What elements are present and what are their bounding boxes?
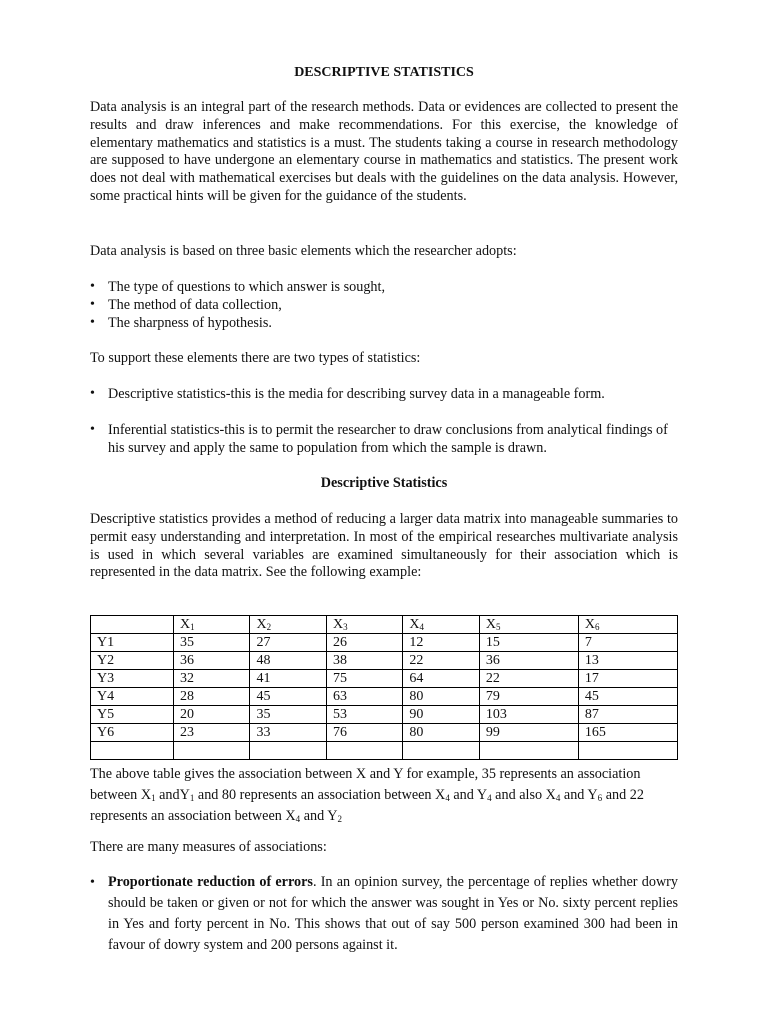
- table-cell: 90: [403, 706, 479, 724]
- table-cell: 28: [174, 688, 250, 706]
- page-title: DESCRIPTIVE STATISTICS: [294, 65, 474, 80]
- table-explanation: The above table gives the association between X and Y for example, 35 represents an association between $X_1$ andY$_1$ and 80 represents an association between $X_4$ and $Y_4$ and also $X_4$ and $Y_6$ and 22 represents an association between $X_4$ and $Y_2$: [90, 766, 644, 824]
- table-row: [91, 706, 678, 724]
- descriptive-paragraph: Descriptive statistics provides a method of reducing a larger data matrix into manageable summaries to permit easy understanding and interpretation. In most of the empirical researches multivariate analysis is used in which several variables are examined simultaneously for their association which is represented in the data matrix. See the following example:: [90, 511, 678, 581]
- table-empty-row: [91, 742, 678, 760]
- row-label: Y6: [91, 724, 174, 742]
- list-item: • The sharpness of hypothesis.: [90, 315, 272, 331]
- column-header: $X_4$: [403, 616, 479, 634]
- table-cell: 80: [403, 724, 479, 742]
- table-cell: 23: [174, 724, 250, 742]
- table-cell: 79: [479, 688, 578, 706]
- table-cell: 76: [326, 724, 402, 742]
- table-cell: 33: [250, 724, 326, 742]
- table-cell: 32: [174, 670, 250, 688]
- table-cell: 22: [403, 652, 479, 670]
- table-cell: 12: [403, 634, 479, 652]
- table-cell: 63: [326, 688, 402, 706]
- table-cell: 36: [479, 652, 578, 670]
- row-label: Y5: [91, 706, 174, 724]
- bullet-icon: •: [90, 386, 95, 401]
- column-header: $X_3$: [326, 616, 402, 634]
- column-header: $X_5$: [479, 616, 578, 634]
- bullet-icon: •: [90, 279, 95, 294]
- section-heading: Descriptive Statistics: [320, 475, 448, 491]
- list-item: • The method of data collection,: [90, 297, 282, 313]
- table-cell: 45: [578, 688, 677, 706]
- table-cell: 22: [479, 670, 578, 688]
- types-list: [90, 385, 678, 403]
- bullet-icon: •: [90, 297, 95, 312]
- table-cell: 45: [250, 688, 326, 706]
- table-cell: 48: [250, 652, 326, 670]
- table-cell: 41: [250, 670, 326, 688]
- bullet-icon: •: [90, 875, 95, 890]
- table-cell: 38: [326, 652, 402, 670]
- table-cell: 87: [578, 706, 677, 724]
- list-item: • Inferential statistics-this is to permit the researcher to draw conclusions from analytical findings of his survey and apply the same to population from which the sample is drawn.: [90, 422, 668, 456]
- list-item: • Proportionate reduction of errors. In an opinion survey, the percentage of replies whether dowry should be taken or given or not for which the answer was sought in Yes or No. sixty percent replies in Yes and forty percent in No. This shows that out of say 500 person examined 300 had been in favour of dowry system and 200 persons against it.: [90, 874, 679, 953]
- table-cell: 7: [578, 634, 677, 652]
- table-cell: 35: [250, 706, 326, 724]
- data-matrix-table: [90, 615, 678, 760]
- table-cell: 75: [326, 670, 402, 688]
- table-cell: 36: [174, 652, 250, 670]
- table-cell: 20: [174, 706, 250, 724]
- bullet-icon: •: [90, 422, 95, 437]
- column-header: $X_6$: [578, 616, 677, 634]
- table-cell: 17: [578, 670, 677, 688]
- row-label: Y3: [91, 670, 174, 688]
- table-row: [91, 688, 678, 706]
- column-header: $X_1$: [174, 616, 250, 634]
- table-row: [91, 670, 678, 688]
- table-cell: 99: [479, 724, 578, 742]
- types-list-2: [90, 421, 678, 457]
- table-cell: 53: [326, 706, 402, 724]
- table-cell: 26: [326, 634, 402, 652]
- table-corner-cell: [91, 616, 174, 634]
- measures-intro: There are many measures of associations:: [90, 839, 327, 855]
- elements-list: [90, 278, 678, 332]
- table-cell: 103: [479, 706, 578, 724]
- table-row: [91, 634, 678, 652]
- row-label: Y1: [91, 634, 174, 652]
- types-intro: To support these elements there are two types of statistics:: [90, 350, 421, 366]
- table-cell: 13: [578, 652, 677, 670]
- table-cell: 35: [174, 634, 250, 652]
- intro-paragraph: Data analysis is an integral part of the research methods. Data or evidences are collected to present the results and draw inferences and make recommendations. For this exercise, the knowledge of elementary mathematics and statistics is a must. The students taking a course in research methodology are supposed to have undergone an elementary course in mathematics and statistics. The present work does not deal with mathematical exercises but deals with the guidelines on the data analysis. However, some practical hints will be given for the guidance of the students.: [90, 99, 678, 204]
- row-label: Y2: [91, 652, 174, 670]
- measures-list: [90, 872, 678, 956]
- column-header: $X_2$: [250, 616, 326, 634]
- table-cell: 64: [403, 670, 479, 688]
- list-item: • Descriptive statistics-this is the media for describing survey data in a manageable form.: [90, 386, 605, 402]
- table-row: [91, 652, 678, 670]
- bullet-icon: •: [90, 315, 95, 330]
- table-cell: 27: [250, 634, 326, 652]
- elements-intro: Data analysis is based on three basic elements which the researcher adopts:: [90, 243, 517, 259]
- table-row: [91, 724, 678, 742]
- list-item: • The type of questions to which answer is sought,: [90, 279, 386, 295]
- row-label: Y4: [91, 688, 174, 706]
- table-cell: 15: [479, 634, 578, 652]
- table-cell: 80: [403, 688, 479, 706]
- table-cell: 165: [578, 724, 677, 742]
- table-header-row: [91, 616, 678, 634]
